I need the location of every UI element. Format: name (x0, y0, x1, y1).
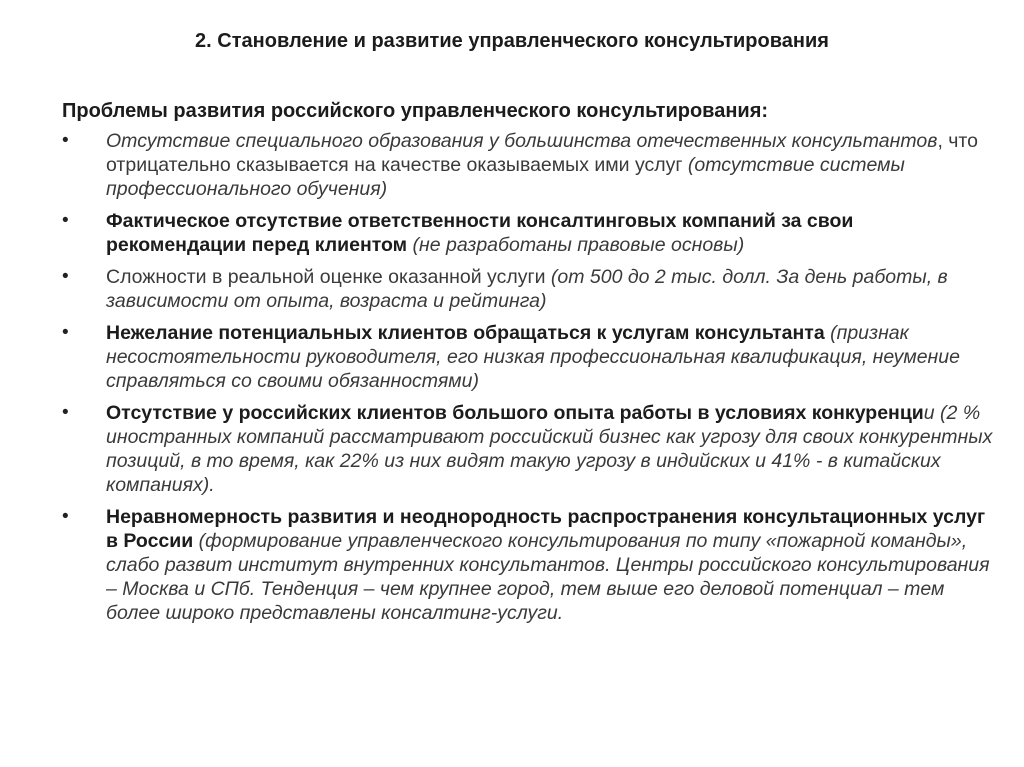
list-item (62, 265, 997, 313)
list-item-text: (от 500 до 2 тыс. долл. За день работы, в зависимости от опыта, возраста и рейтинга) (106, 266, 948, 312)
bullet-icon: • (62, 506, 69, 527)
bullet-icon: • (62, 322, 69, 343)
list-item-text: Сложности в реальной оценке оказанной услуги (106, 266, 551, 288)
section-heading: Проблемы развития российского управленческого консультирования: (62, 100, 769, 122)
list-item (62, 401, 997, 497)
list-item-text: , что отрицательно сказывается на качестве оказываемых ими услуг (106, 130, 978, 176)
list-item (62, 321, 997, 393)
list-item-text: и (2 % иностранных компаний рассматривают российский бизнес как угрозу для своих конкурентных позиций, в то время, как 22% из них видят такую угрозу в индийских и 41% - в китайских компаниях). (106, 402, 993, 496)
list-item-text: (признак несостоятельности руководителя, его низкая профессиональная квалификация, неумение справляться со своими обязанностями) (106, 322, 960, 392)
list-item-text: Неравномерность развития и неоднородность распространения консультационных услуг в России (106, 506, 986, 552)
list-item-text: Отсутствие у российских клиентов большого опыта работы в условиях конкуренци (106, 402, 924, 424)
list-item-text: Нежелание потенциальных клиентов обращаться к услугам консультанта (106, 322, 825, 344)
list-item-text: Фактическое отсутствие ответственности консалтинговых компаний за свои рекомендации перед клиентом (106, 210, 854, 256)
list-item-text: (формирование управленческого консультирования по типу «пожарной команды», слабо развит институт внутренних консультантов. Центры российского консультирования – Москва и СПб. Тенденция – чем крупнее город, тем выше его деловой потенциал – тем более широко представлены консалтинг-услуги. (106, 530, 990, 624)
bullet-icon: • (62, 402, 69, 423)
list-item (62, 505, 997, 625)
list-item-text: (отсутствие системы профессионального обучения) (106, 154, 905, 200)
list-item-text: (не разработаны правовые основы) (407, 234, 745, 256)
bullet-icon: • (62, 130, 69, 151)
bullet-icon: • (62, 210, 69, 231)
list-item-text: Отсутствие специального образования у большинства отечественных консультантов (106, 130, 938, 152)
problems-list (62, 129, 997, 633)
slide-title: 2. Становление и развитие управленческого консультирования (195, 30, 829, 52)
list-item (62, 209, 997, 257)
list-item (62, 129, 997, 201)
bullet-icon: • (62, 266, 69, 287)
